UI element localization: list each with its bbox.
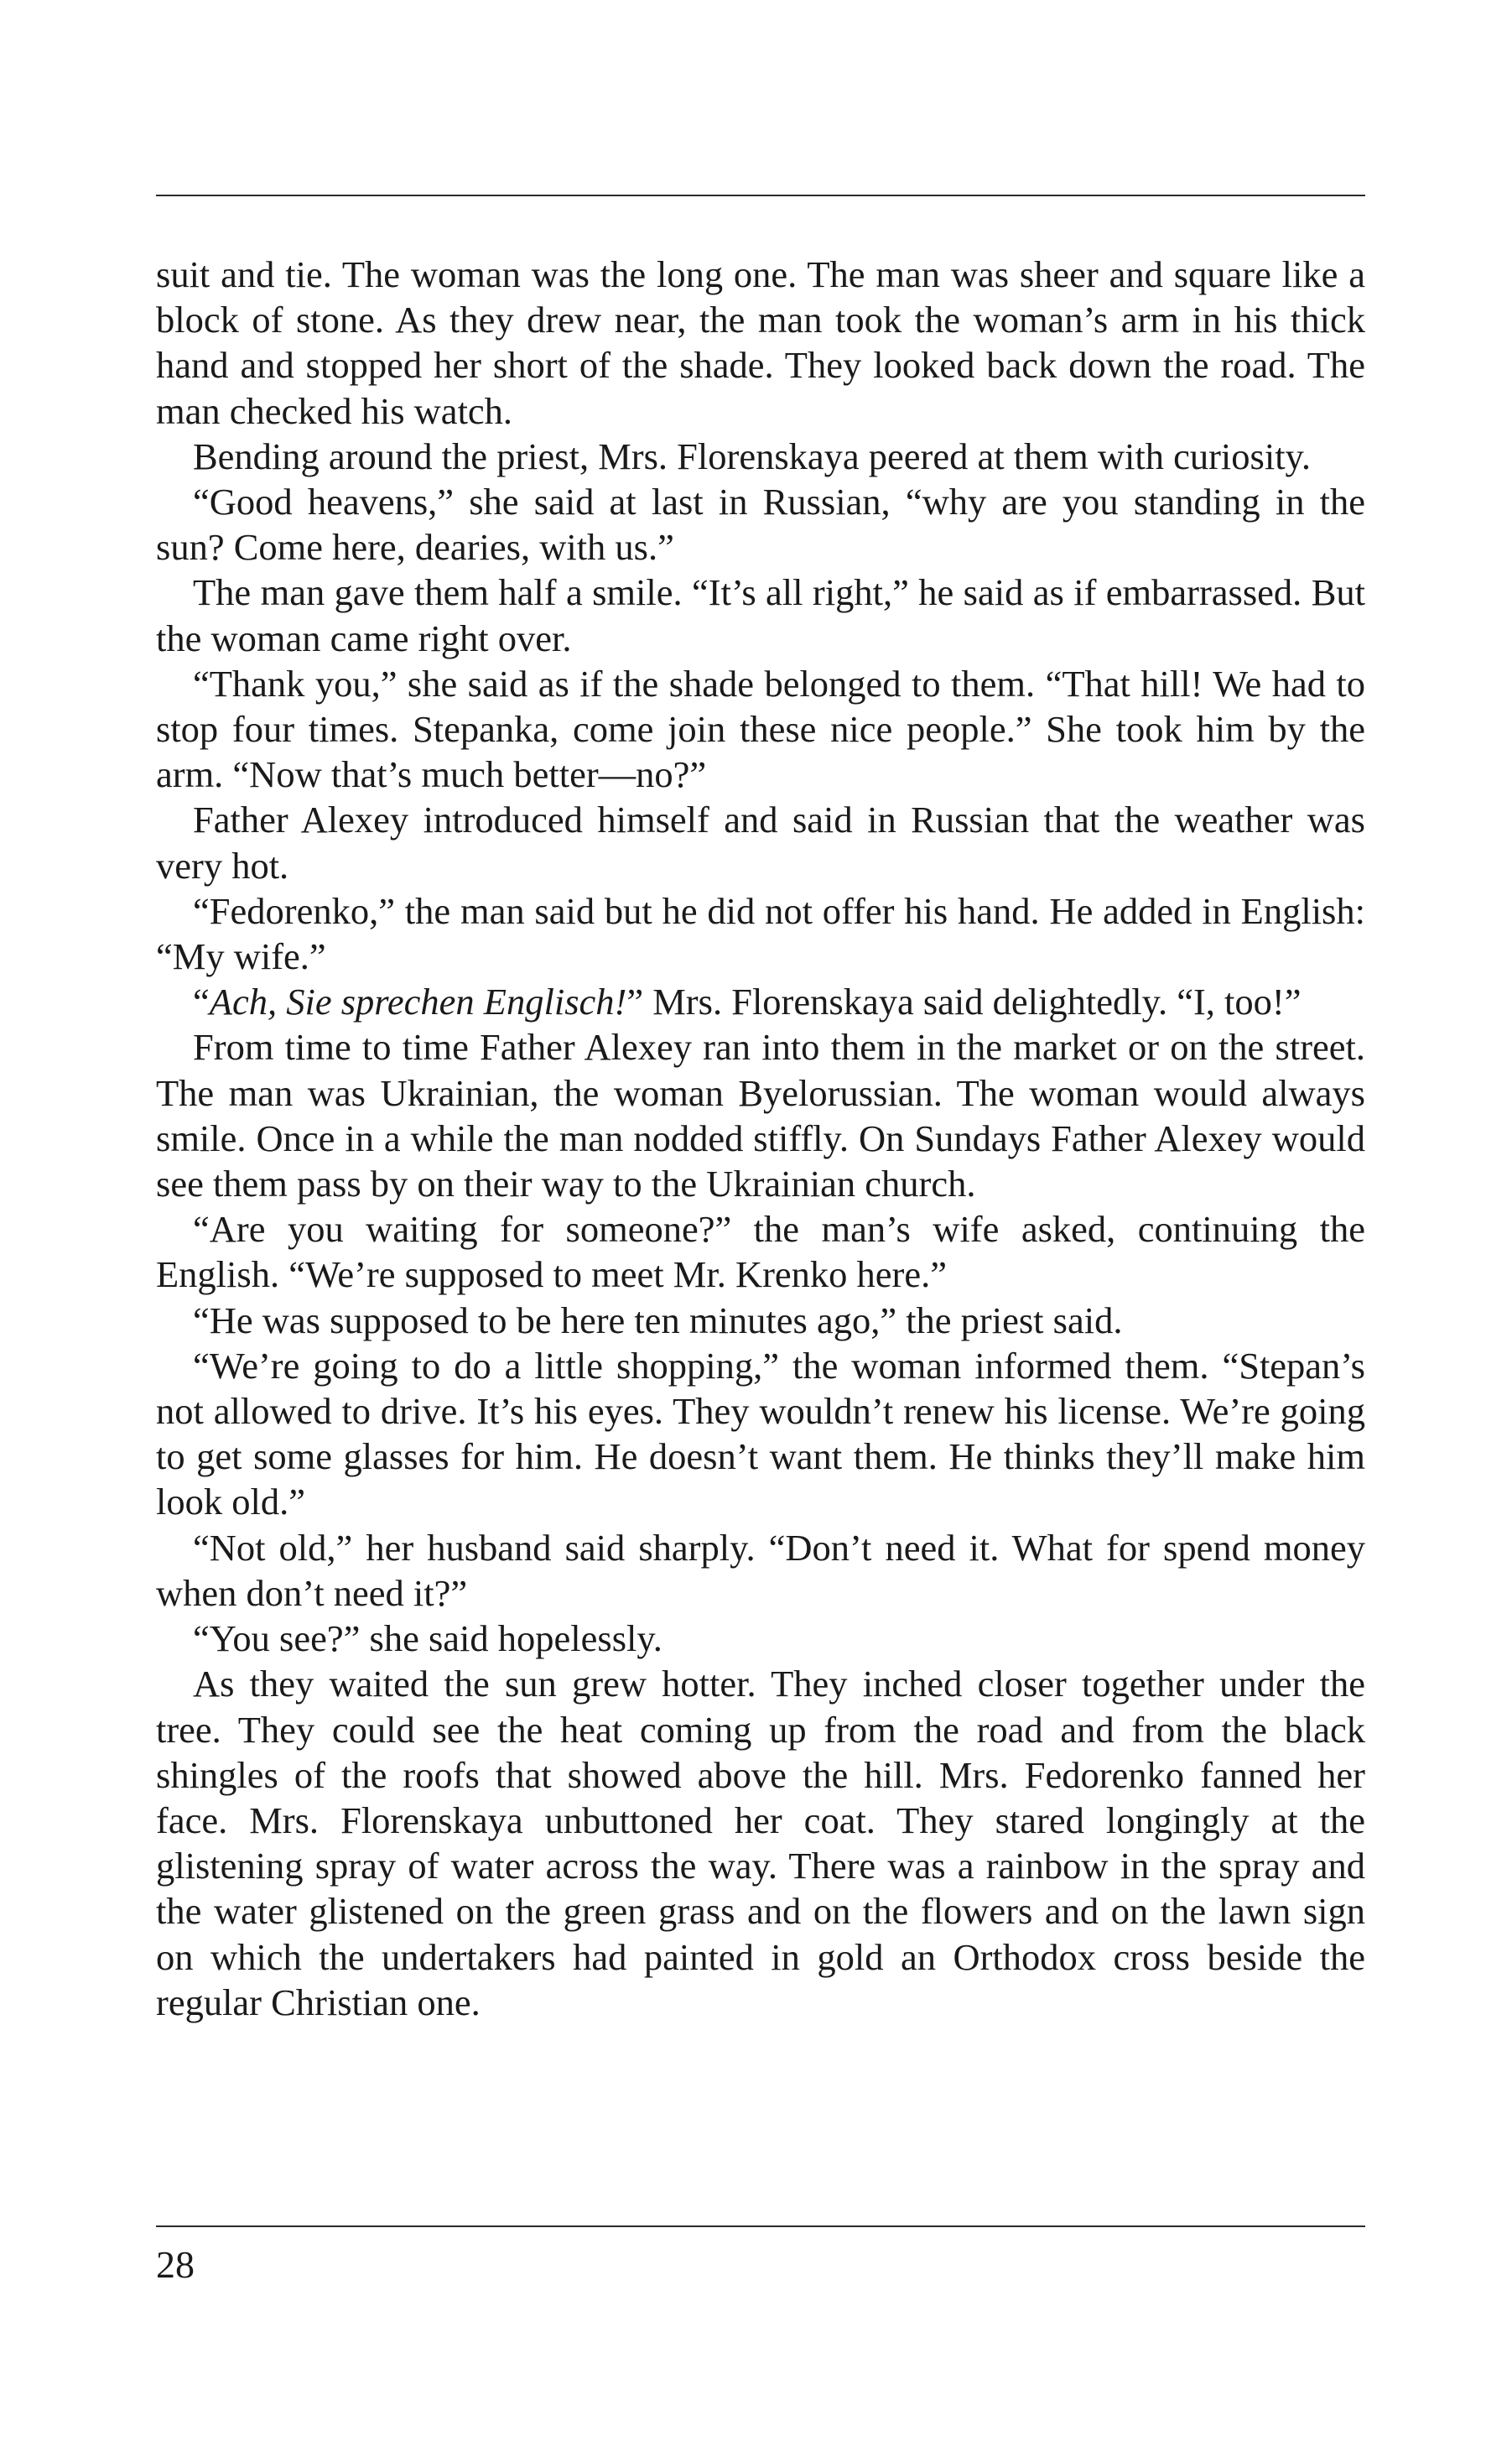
paragraph: “Thank you,” she said as if the shade belonged to them. “That hill! We had to stop four times. Stepanka, come join these nice people.” She took him by the arm. “Now that’s much better—no?”	[156, 662, 1365, 796]
paragraph: “Are you waiting for someone?” the man’s wife asked, continuing the English. “We’re supposed to meet Mr. Krenko here.”	[156, 1208, 1365, 1296]
paragraph: “He was supposed to be here ten minutes ago,” the priest said.	[193, 1299, 1123, 1341]
paragraph: From time to time Father Alexey ran into them in the market or on the street. The man was Ukrainian, the woman Byelorussian. The woman would always smile. Once in a while the man nodded stiffly. On Sundays Father Alexey would see them pass by on their way to the Ukrainian church.	[156, 1026, 1365, 1205]
bottom-rule	[156, 2225, 1365, 2227]
paragraph: “Not old,” her husband said sharply. “Don’t need it. What for spend money when don’t need it?”	[156, 1526, 1365, 1614]
paragraph-rest: ” Mrs. Florenskaya said delightedly. “I, too!”	[626, 981, 1302, 1023]
body-text	[156, 252, 1365, 2025]
paragraph: suit and tie. The woman was the long one. The man was sheer and square like a block of stone. As they drew near, the man took the woman’s arm in his thick hand and stopped her short of the shade. They looked back down the road. The man checked his watch.	[156, 253, 1365, 432]
paragraph: “Good heavens,” she said at last in Russian, “why are you standing in the sun? Come here, dearies, with us.”	[156, 481, 1365, 569]
paragraph: As they waited the sun grew hotter. They inched closer together under the tree. They could see the heat coming up from the road and from the black shingles of the roofs that showed above the hill. Mrs. Fedorenko fanned her face. Mrs. Florenskaya unbuttoned her coat. They stared longingly at the glistening spray of water across the way. There was a rainbow in the spray and the water glistened on the green grass and on the flowers and on the lawn sign on which the undertakers had painted in gold an Orthodox cross beside the regular Christian one.	[156, 1663, 1365, 2023]
page-number: 28	[156, 2243, 195, 2286]
open-quote: “	[193, 981, 210, 1023]
paragraph: “Fedorenko,” the man said but he did not offer his hand. He added in English: “My wife.”	[156, 889, 1365, 978]
italic-phrase: Ach, Sie sprechen Englisch!	[209, 981, 627, 1023]
paragraph: Bending around the priest, Mrs. Florenskaya peered at them with curiosity.	[193, 435, 1312, 477]
paragraph: Father Alexey introduced himself and said in Russian that the weather was very hot.	[156, 799, 1365, 887]
paragraph: “You see?” she said hopelessly.	[193, 1617, 662, 1660]
top-rule	[156, 195, 1365, 196]
paragraph: The man gave them half a smile. “It’s all right,” he said as if embarrassed. But the woman came right over.	[156, 571, 1365, 659]
paragraph-with-italic	[156, 979, 1365, 1024]
paragraph: “We’re going to do a little shopping,” the woman informed them. “Stepan’s not allowed to drive. It’s his eyes. They wouldn’t renew his license. We’re going to get some glasses for him. He doesn’t want them. He thinks they’ll make him look old.”	[156, 1344, 1365, 1523]
